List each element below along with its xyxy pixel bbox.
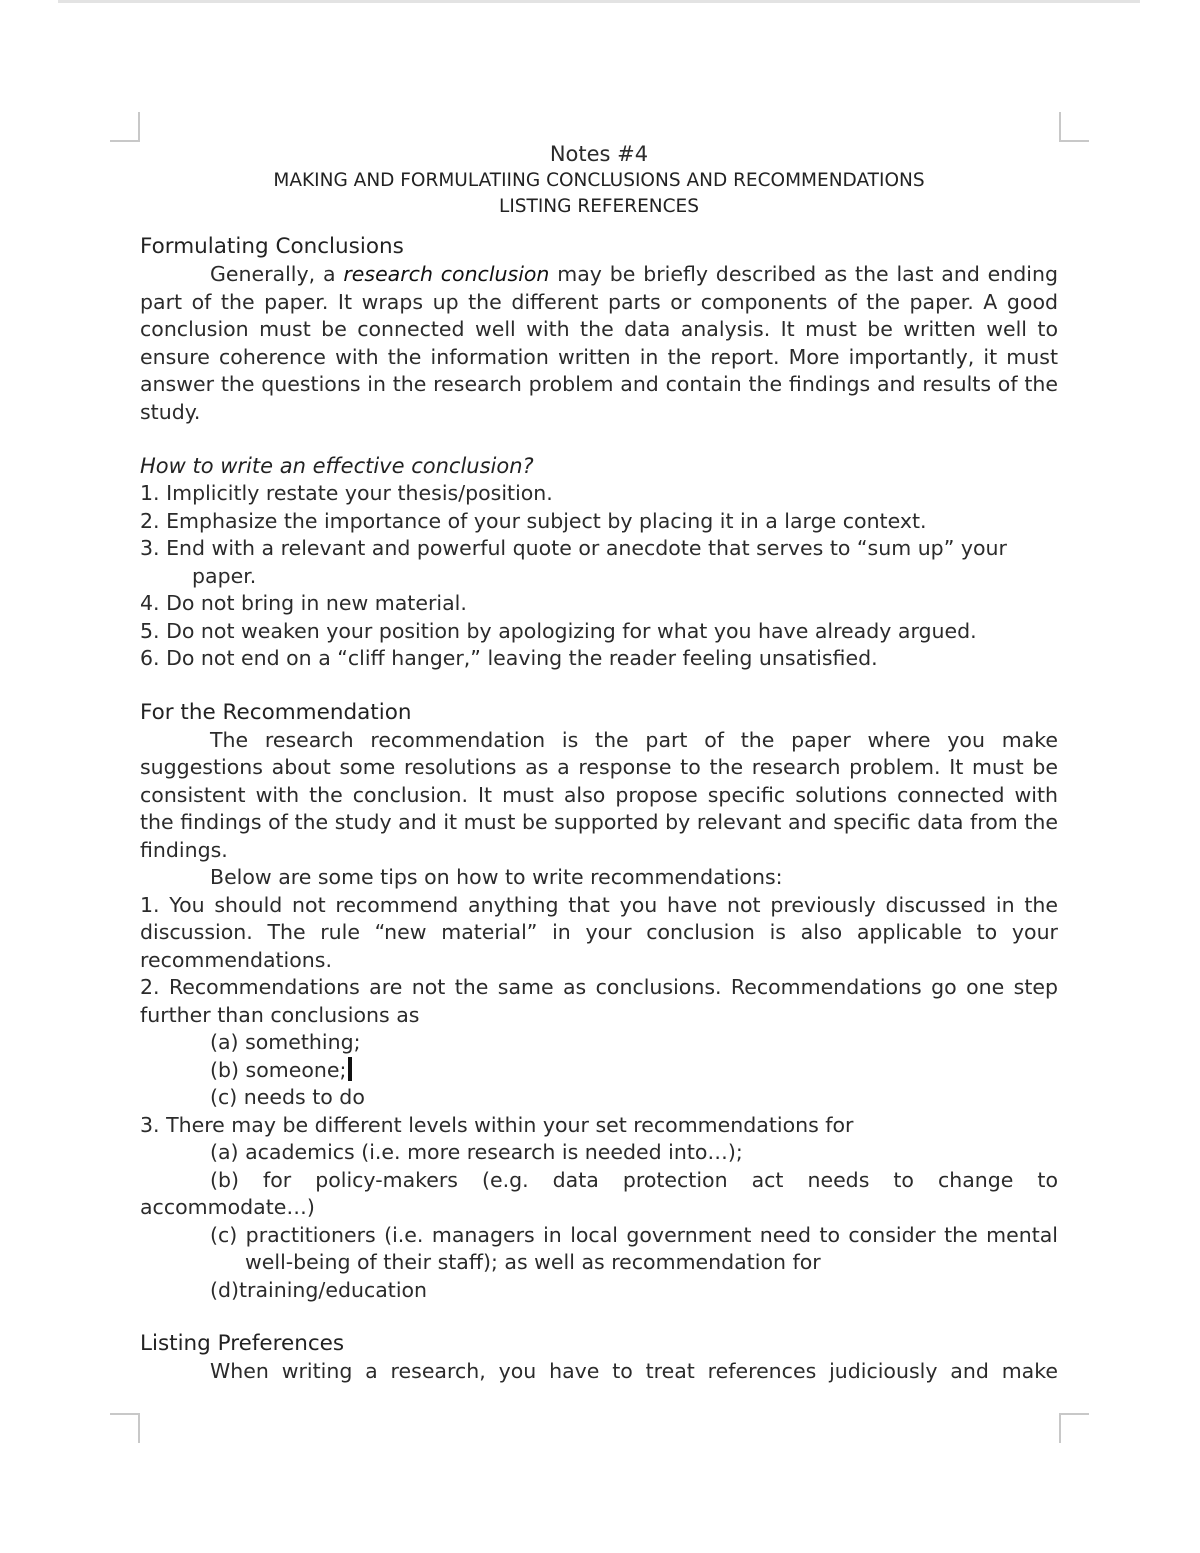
recommendation-paragraph: The research recommendation is the part of the paper where you make suggestions about some resolutions as a response to the research problem. It must be consistent with the conclusion. It must also propose specific solutions connected with the findings of the study and it must be supported by relevant and specific data from the findings.: [140, 727, 1058, 862]
list-item: 5. Do not weaken your position by apologizing for what you have already argued.: [140, 618, 977, 643]
text-cursor: [348, 1057, 352, 1081]
conclusions-para-start: Generally, a: [210, 262, 344, 286]
tip3-sub-b: (b) for policy-makers (e.g. data protection act needs to change to accommodate…): [140, 1167, 1058, 1219]
list-item: 2. Emphasize the importance of your subject by placing it in a large context.: [140, 508, 927, 533]
list-item: 4. Do not bring in new material.: [140, 591, 467, 615]
recommendation-tip-1: 1. You should not recommend anything that you have not previously discussed in the discussion. The rule “new material” in your conclusion is also applicable to your recommendations.: [140, 892, 1058, 972]
heading-recommendation: For the Recommendation: [140, 699, 412, 725]
tip3-sub-d: (d)training/education: [210, 1277, 428, 1302]
recommendation-tip-2: 2. Recommendations are not the same as conclusions. Recommendations go one step further than conclusions as: [140, 975, 1058, 1027]
conclusion-tips-list: [140, 480, 1058, 673]
tip3-sub-c: (c) practitioners (i.e. managers in local government need to consider the mental well-being of their staff); as well as recommendation for: [210, 1222, 1058, 1274]
heading-how-to-write: How to write an effective conclusion?: [140, 454, 534, 478]
conclusions-paragraph: [140, 261, 1058, 426]
recommendation-tip-3: 3. There may be different levels within your set recommendations for: [140, 1112, 854, 1137]
tip2-sub-c: (c) needs to do: [210, 1085, 365, 1109]
listing-paragraph: When writing a research, you have to treat references judiciously and make: [210, 1359, 1058, 1383]
margin-corner-bottom-right: [1059, 1413, 1089, 1443]
margin-corner-bottom-left: [110, 1413, 140, 1443]
margin-corner-top-left: [110, 112, 140, 142]
document-header: [140, 140, 1058, 219]
page-top-edge: [58, 0, 1140, 3]
list-item-continuation: paper.: [192, 563, 257, 588]
heading-listing-preferences: Listing Preferences: [140, 1331, 345, 1356]
list-item: 1. Implicitly restate your thesis/position.: [140, 481, 553, 505]
list-item-text: 3. End with a relevant and powerful quote or anecdote that serves to “sum up” your: [140, 536, 1007, 560]
recommendation-tips-intro: Below are some tips on how to write recommendations:: [210, 865, 783, 889]
heading-formulating-conclusions: Formulating Conclusions: [140, 234, 404, 259]
document-page[interactable]: [140, 140, 1058, 1386]
tip2-sub-b: [140, 1057, 1058, 1085]
document-subtitle: LISTING REFERENCES: [499, 195, 699, 217]
conclusions-para-emphasis: research conclusion: [343, 262, 550, 286]
list-item: [140, 535, 1058, 590]
list-item: 6. Do not end on a “cliff hanger,” leaving the reader feeling unsatisfied.: [140, 646, 878, 670]
tip2-sub-b-text: (b) someone;: [210, 1057, 347, 1082]
document-title: MAKING AND FORMULATIING CONCLUSIONS AND RECOMMENDATIONS: [273, 170, 925, 191]
tip3-sub-a: (a) academics (i.e. more research is needed into…);: [210, 1140, 743, 1164]
notes-number: Notes #4: [549, 142, 649, 166]
margin-corner-top-right: [1059, 112, 1089, 142]
conclusions-para-rest: may be briefly described as the last and ending part of the paper. It wraps up the different parts or components of the paper. A good conclusion must be connected well with the data analysis. It must be written well to ensure coherence with the information written in the report. More importantly, it must answer the questions in the research problem and contain the findings and results of the study.: [140, 262, 1058, 424]
tip2-sub-a: (a) something;: [210, 1030, 361, 1054]
